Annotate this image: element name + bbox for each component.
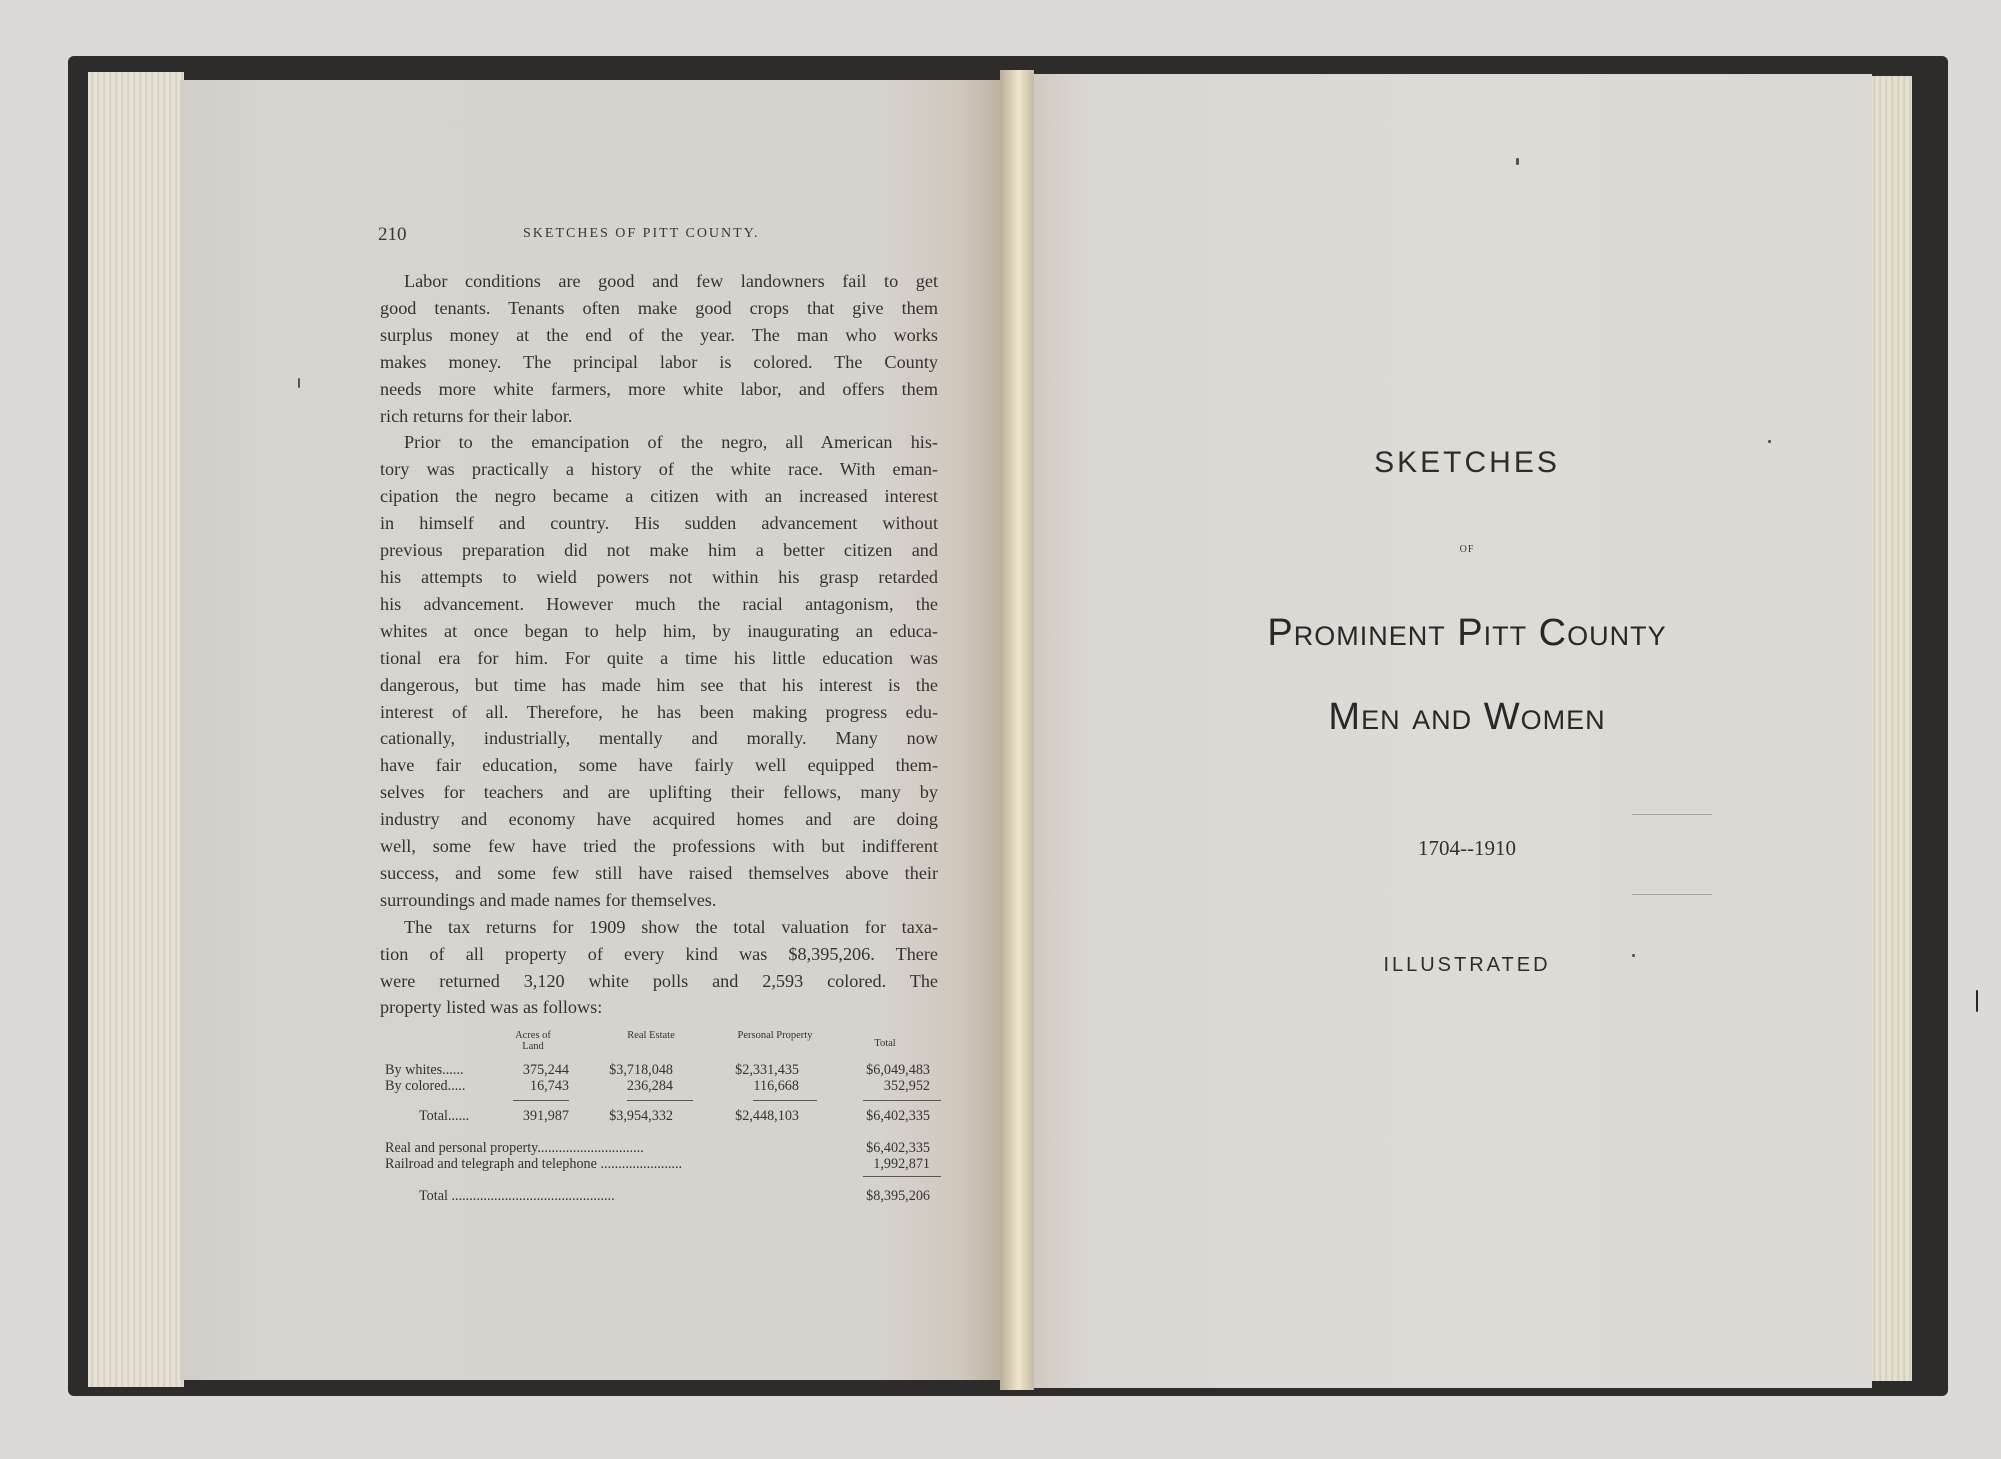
running-head-title: SKETCHES OF PITT COUNTY.	[523, 226, 760, 241]
title-years: 1704--1910	[1418, 836, 1516, 860]
cell-personal: $2,331,435	[735, 1062, 799, 1078]
text-line: success, and some few still have raised themselves above their	[380, 862, 938, 883]
rule	[863, 1176, 941, 1177]
text-line: makes money. The principal labor is colored. The County	[380, 351, 938, 372]
page-edges-left	[88, 72, 184, 1387]
text-line: his advancement. However much the racial antagonism, the	[380, 593, 938, 614]
paper-speck	[1516, 158, 1519, 165]
text-line: whites at once began to help him, by inaugurating an educa-	[380, 620, 938, 641]
header-total: Total	[874, 1038, 896, 1049]
table-row	[385, 1062, 945, 1078]
text-line: previous preparation did not make him a better citizen and	[380, 540, 938, 561]
paper-mark	[1976, 990, 1978, 1012]
table-row	[385, 1078, 945, 1094]
text-line: cationally, industrially, mentally and morally. Many now	[380, 728, 938, 749]
cell-acres: 16,743	[529, 1078, 569, 1094]
paper-speck	[1768, 440, 1771, 443]
text-line: cipation the negro became a citizen with an increased interest	[380, 486, 938, 507]
text-line: The tax returns for 1909 show the total valuation for taxa-	[404, 916, 938, 937]
rule-above-years	[1632, 814, 1712, 815]
summary-value: $6,402,335	[866, 1140, 930, 1156]
header-real-estate: Real Estate	[627, 1030, 675, 1041]
cell-real-estate: $3,954,332	[609, 1108, 673, 1124]
row-label: By colored.....	[385, 1078, 466, 1094]
title-page	[1032, 74, 1872, 1388]
paper-speck	[298, 378, 300, 388]
rule	[627, 1100, 693, 1101]
text-line: selves for teachers and are uplifting their fellows, many by	[380, 782, 938, 803]
grand-total-label: Total ..............................................	[419, 1188, 615, 1204]
text-line: his attempts to wield powers not within his grasp retarded	[380, 566, 938, 587]
text-line: tory was practically a history of the white race. With eman-	[380, 459, 938, 480]
text-line: industry and economy have acquired homes and are doing	[380, 809, 938, 830]
rule	[753, 1100, 817, 1101]
text-line: property listed was as follows:	[380, 997, 603, 1018]
text-line: were returned 3,120 white polls and 2,593 colored. The	[380, 970, 938, 991]
text-line: dangerous, but time has made him see that his interest is the	[380, 674, 938, 695]
text-line: Prior to the emancipation of the negro, all American his-	[404, 432, 938, 453]
grand-total-row	[385, 1188, 945, 1204]
text-line: tion of all property of every kind was $8,395,206. There	[380, 943, 938, 964]
row-label: Total......	[419, 1108, 470, 1124]
page-number: 210	[378, 224, 407, 245]
text-line: rich returns for their labor.	[380, 405, 573, 426]
summary-row	[385, 1140, 945, 1156]
cell-real-estate: 236,284	[626, 1078, 673, 1094]
text-line: well, some few have tried the professions with but indifferent	[380, 836, 938, 857]
text-line: Labor conditions are good and few landowners fail to get	[404, 271, 938, 291]
grand-total-value: $8,395,206	[866, 1188, 930, 1204]
title-of: OF	[1459, 544, 1475, 555]
text-line: surroundings and made names for themselves.	[380, 889, 717, 910]
running-head	[378, 224, 938, 248]
cell-personal: 116,668	[753, 1078, 799, 1094]
summary-label: Real and personal property..............................	[385, 1140, 644, 1156]
text-line: needs more white farmers, more white labor, and offers them	[380, 378, 938, 399]
text-line: surplus money at the end of the year. The man who works	[380, 324, 938, 345]
header-personal-property: Personal Property	[737, 1030, 813, 1041]
cell-total: $6,402,335	[866, 1108, 930, 1124]
page-edges-right	[1870, 76, 1912, 1381]
summary-row	[385, 1156, 945, 1172]
book-gutter	[1000, 70, 1034, 1390]
cell-total: $6,049,483	[866, 1062, 930, 1078]
title-line-2: Men and Women	[1328, 696, 1606, 738]
rule-below-years	[1632, 894, 1712, 895]
row-label: By whites......	[385, 1062, 464, 1078]
text-line: tional era for him. For quite a time his little education was	[380, 647, 938, 668]
cell-acres: 391,987	[522, 1108, 569, 1124]
rule	[863, 1100, 941, 1101]
cell-real-estate: $3,718,048	[609, 1062, 673, 1078]
cell-personal: $2,448,103	[735, 1108, 799, 1124]
paper-speck	[1632, 954, 1635, 957]
text-line: have fair education, some have fairly well equipped them-	[380, 755, 938, 776]
title-sketches: SKETCHES	[1374, 446, 1560, 479]
text-line: in himself and country. His sudden advancement without	[380, 513, 938, 534]
body-text	[380, 268, 938, 1021]
cell-acres: 375,244	[522, 1062, 569, 1078]
text-line: interest of all. Therefore, he has been making progress edu-	[380, 701, 938, 722]
cell-total: 352,952	[883, 1078, 930, 1094]
title-illustrated: ILLUSTRATED	[1383, 954, 1551, 976]
title-line-1: Prominent Pitt County	[1267, 612, 1667, 654]
table-total-row	[385, 1108, 945, 1124]
rule	[513, 1100, 569, 1101]
summary-label: Railroad and telegraph and telephone .......................	[385, 1156, 683, 1172]
text-line: good tenants. Tenants often make good crops that give them	[380, 297, 938, 318]
summary-value: 1,992,871	[873, 1156, 930, 1172]
header-acres: Acres of Land	[515, 1030, 551, 1052]
